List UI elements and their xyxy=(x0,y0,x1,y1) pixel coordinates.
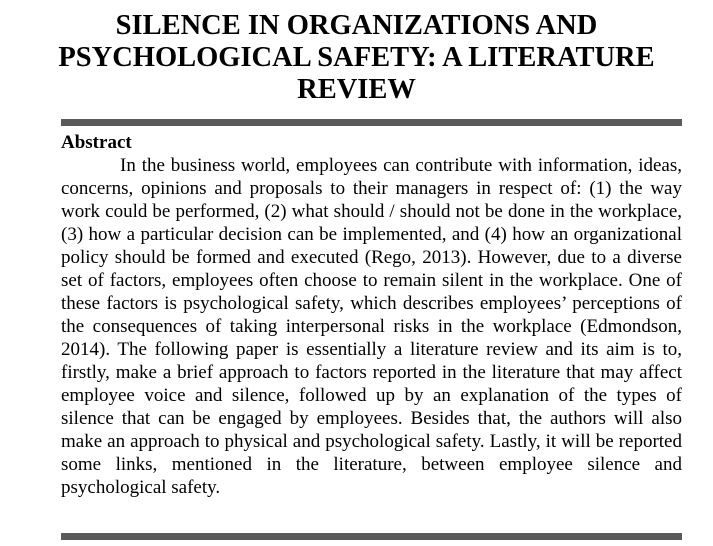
top-divider xyxy=(61,119,682,126)
paper-title: SILENCE IN ORGANIZATIONS AND PSYCHOLOGICAL SAFETY: A LITERATURE REVIEW xyxy=(58,10,655,105)
abstract-body: In the business world, employees can contribute with information, ideas, concerns, opinions and proposals to their managers in respect of: (1) the way work could be performed, (2) what should / should not be done in the workplace, (3) how a particular decision can be implemented, and (4) how an organizational policy should be formed and executed (Rego, 2013). However, due to a diverse set of factors, employees often choose to remain silent in the workplace. One of these factors is psychological safety, which describes employees’ perceptions of the consequences of taking interpersonal risks in the workplace (Edmondson, 2014). The following paper is essentially a literature review and its aim is to, firstly, make a brief approach to factors reported in the literature that may affect employee voice and silence, followed up by an explanation of the types of silence that can be engaged by employees. Besides that, the authors will also make an approach to physical and psychological safety. Lastly, it will be reported some links, mentioned in the literature, between employee silence and psychological safety. xyxy=(61,155,682,498)
bottom-divider xyxy=(61,533,682,540)
abstract-heading: Abstract xyxy=(61,132,132,153)
abstract-section xyxy=(61,131,682,499)
